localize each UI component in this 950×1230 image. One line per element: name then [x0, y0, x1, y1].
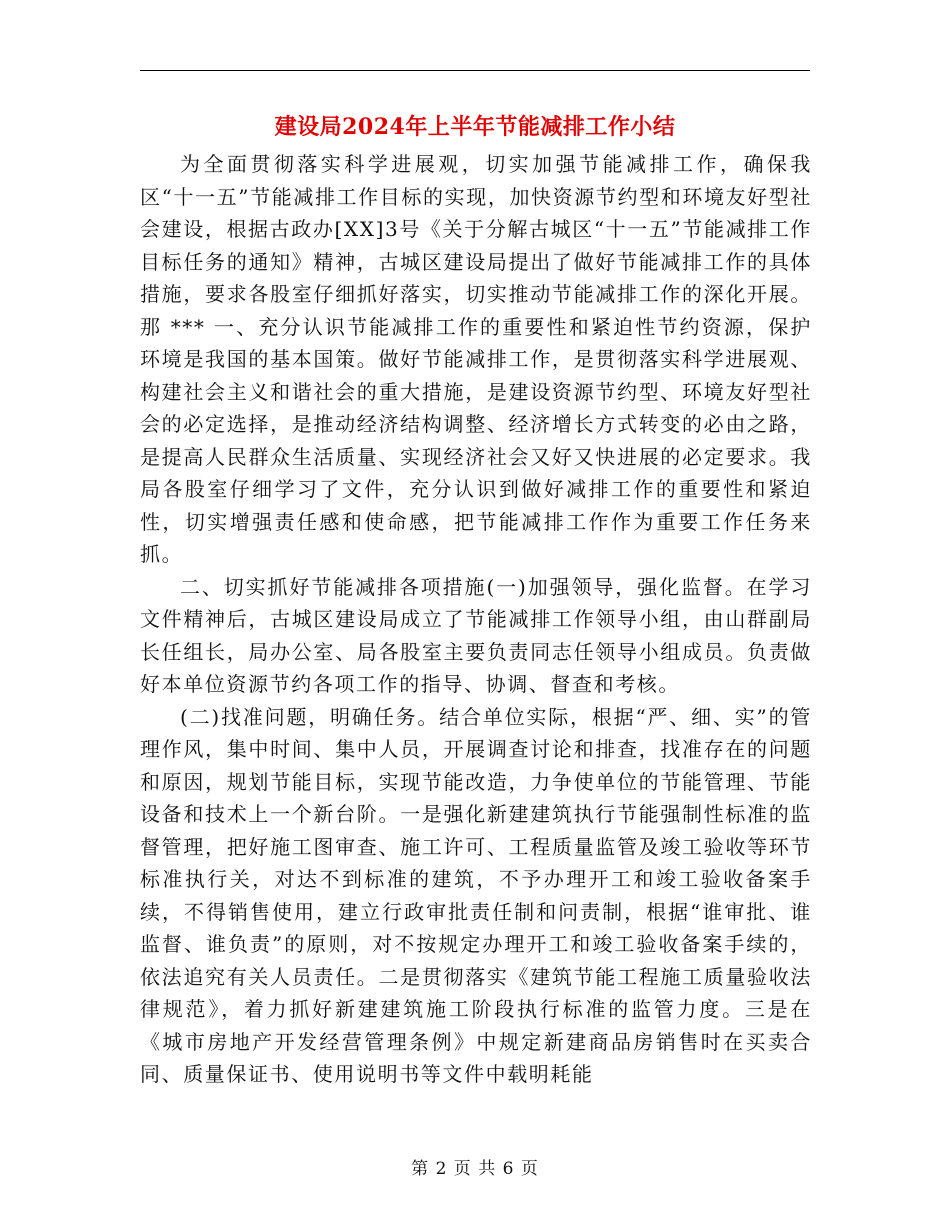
document-title: 建设局2024年上半年节能减排工作小结 [274, 114, 676, 140]
header-rule [140, 70, 810, 71]
document-body [140, 148, 812, 1091]
paragraph-1: 为全面贯彻落实科学进展观，切实加强节能减排工作，确保我区“十一五”节能减排工作目标的实现，加快资源节约型和环境友好型社会建设，根据古政办[XX]3号《关于分解古城区“十一五”节能减排工作目标任务的通知》精神，古城区建设局提出了做好节能减排工作的具体措施，要求各股室仔细抓好落实，切实推动节能减排工作的深化开展。那 *** 一、充分认识节能减排工作的重要性和紧迫性节约资源，保护环境是我国的基本国策。做好节能减排工作，是贯彻落实科学进展观、构建社会主义和谐社会的重大措施，是建设资源节约型、环境友好型社会的必定选择，是推动经济结构调整、经济增长方式转变的必由之路，是提高人民群众生活质量、实现经济社会又好又快进展的必定要求。我局各股室仔细学习了文件，充分认识到做好减排工作的重要性和紧迫性，切实增强责任感和使命感，把节能减排工作作为重要工作任务来抓。 [140, 152, 812, 566]
page-number-footer: 第 2 页 共 6 页 [411, 1159, 539, 1179]
paragraph-2: 二、切实抓好节能减排各项措施(一)加强领导，强化监督。在学习文件精神后，古城区建设局成立了节能减排工作领导小组，由山群副局长任组长，局办公室、局各股室主要负责同志任领导小组成员。负责做好本单位资源节约各项工作的指导、协调、督查和考核。 [140, 574, 812, 696]
paragraph-3: (二)找准问题，明确任务。结合单位实际，根据“严、细、实”的管理作风，集中时间、集中人员，开展调查讨论和排查，找准存在的问题和原因，规划节能目标，实现节能改造，力争使单位的节能管理、节能设备和技术上一个新台阶。一是强化新建建筑执行节能强制性标准的监督管理，把好施工图审查、施工许可、工程质量监管及竣工验收等环节标准执行关，对达不到标准的建筑，不予办理开工和竣工验收备案手续，不得销售使用，建立行政审批责任制和问责制，根据“谁审批、谁监督、谁负责”的原则，对不按规定办理开工和竣工验收备案手续的，依法追究有关人员责任。二是贯彻落实《建筑节能工程施工质量验收法律规范》，着力抓好新建建筑施工阶段执行标准的监管力度。三是在《城市房地产开发经营管理条例》中规定新建商品房销售时在买卖合同、质量保证书、使用说明书等文件中载明耗能 [140, 704, 812, 1086]
